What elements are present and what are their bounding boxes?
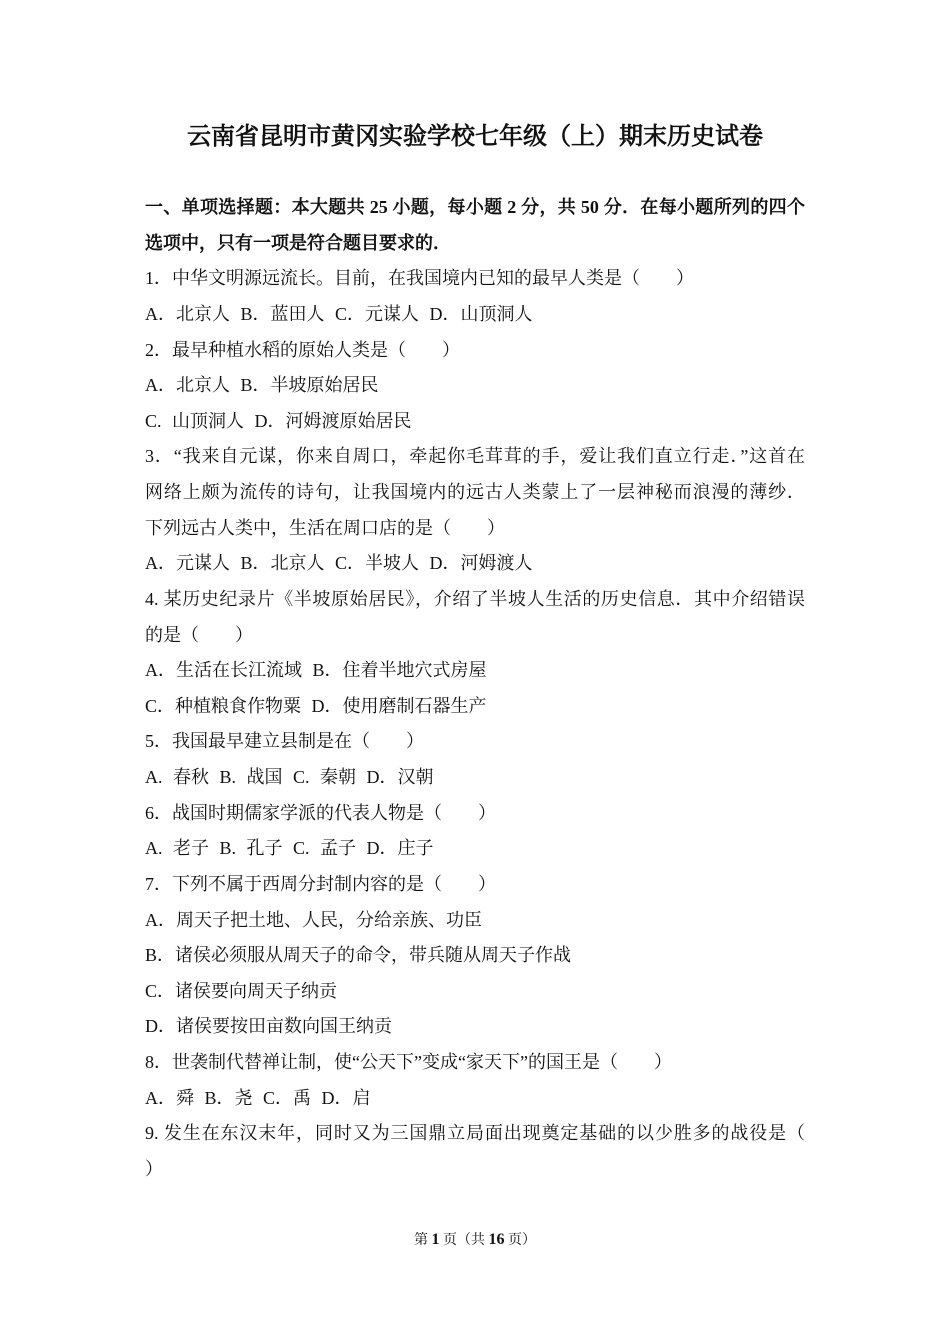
question-3-stem-line-1: 3．“我来自元谋，你来自周口，牵起你毛茸茸的手，爱让我们直立行走．”这首在	[145, 446, 805, 467]
question-2	[145, 333, 805, 440]
question-8	[145, 1045, 805, 1116]
question-7-option-c: C．诸侯要向周天子纳贡	[145, 980, 338, 1001]
question-4-stem-line-1: 4. 某历史纪录片《半坡原始居民》，介绍了半坡人生活的历史信息．其中介绍错误	[145, 588, 805, 609]
question-3-stem-line-3: 下列远古人类中，生活在周口店的是（ ）	[145, 517, 505, 538]
question-1-stem: 1．中华文明源远流长。目前，在我国境内已知的最早人类是（ ）	[145, 268, 694, 289]
question-8-stem: 8．世袭制代替禅让制，使“公天下”变成“家天下”的国王是（ ）	[145, 1052, 672, 1072]
question-2-stem: 2．最早种植水稻的原始人类是（ ）	[145, 339, 460, 360]
question-4-options-line-2: C．种植粮食作物粟 D．使用磨制石器生产	[145, 695, 487, 716]
question-7-option-d: D．诸侯要按田亩数向国王纳贡	[145, 1016, 392, 1037]
question-3-stem-line-2: 网络上颇为流传的诗句，让我国境内的远古人类蒙上了一层神秘而浪漫的薄纱．	[145, 482, 805, 502]
question-6	[145, 796, 805, 867]
question-7-stem: 7．下列不属于西周分封制内容的是（ ）	[145, 873, 496, 894]
section-header-line-1: 一、单项选择题：本大题共 25 小题，每小题 2 分，共 50 分．在每小题所列的四个	[145, 197, 805, 217]
question-8-options: A．舜 B．尧 C．禹 D．启	[145, 1087, 371, 1108]
exam-content	[145, 190, 805, 1188]
page-footer	[0, 1228, 950, 1253]
question-5-options: A. 春秋 B. 战国 C. 秦朝 D．汉朝	[145, 767, 434, 787]
footer-total-pages: 16	[488, 1231, 505, 1248]
question-7-option-a: A．周天子把土地、人民，分给亲族、功臣	[145, 909, 482, 930]
question-1-options: A．北京人 B．蓝田人 C．元谋人 D．山顶洞人	[145, 303, 533, 324]
question-4-options-line-1: A．生活在长江流域 B．住着半地穴式房屋	[145, 660, 487, 681]
question-7-option-b: B．诸侯必须服从周天子的命令，带兵随从周天子作战	[145, 945, 572, 966]
question-7	[145, 867, 805, 1045]
footer-suffix: 页）	[508, 1233, 536, 1248]
question-2-options-line-2: C. 山顶洞人 D．河姆渡原始居民	[145, 410, 412, 431]
footer-mid: 页（共	[443, 1233, 485, 1248]
question-1	[145, 261, 805, 332]
question-6-stem: 6．战国时期儒家学派的代表人物是（ ）	[145, 802, 496, 823]
exam-title: 云南省昆明市黄冈实验学校七年级（上）期末历史试卷	[187, 124, 763, 150]
question-5	[145, 724, 805, 795]
question-9-stem-line-1: 9. 发生在东汉末年，同时又为三国鼎立局面出现奠定基础的以少胜多的战役是（	[145, 1123, 805, 1144]
question-9-stem-line-2: ）	[145, 1158, 163, 1179]
question-3-options: A．元谋人 B．北京人 C．半坡人 D．河姆渡人	[145, 553, 533, 574]
section-header	[145, 190, 805, 261]
section-header-line-2: 选项中，只有一项是符合题目要求的．	[145, 232, 451, 253]
question-3	[145, 439, 805, 582]
question-6-options: A. 老子 B. 孔子 C. 孟子 D．庄子	[145, 838, 434, 859]
question-5-stem: 5．我国最早建立县制是在（ ）	[145, 731, 424, 752]
question-9	[145, 1116, 805, 1187]
question-4-stem-line-2: 的是（ ）	[145, 624, 253, 645]
footer-prefix: 第	[414, 1233, 428, 1248]
question-4	[145, 582, 805, 725]
footer-page-number: 1	[431, 1231, 440, 1248]
question-2-options-line-1: A．北京人 B．半坡原始居民	[145, 375, 379, 396]
